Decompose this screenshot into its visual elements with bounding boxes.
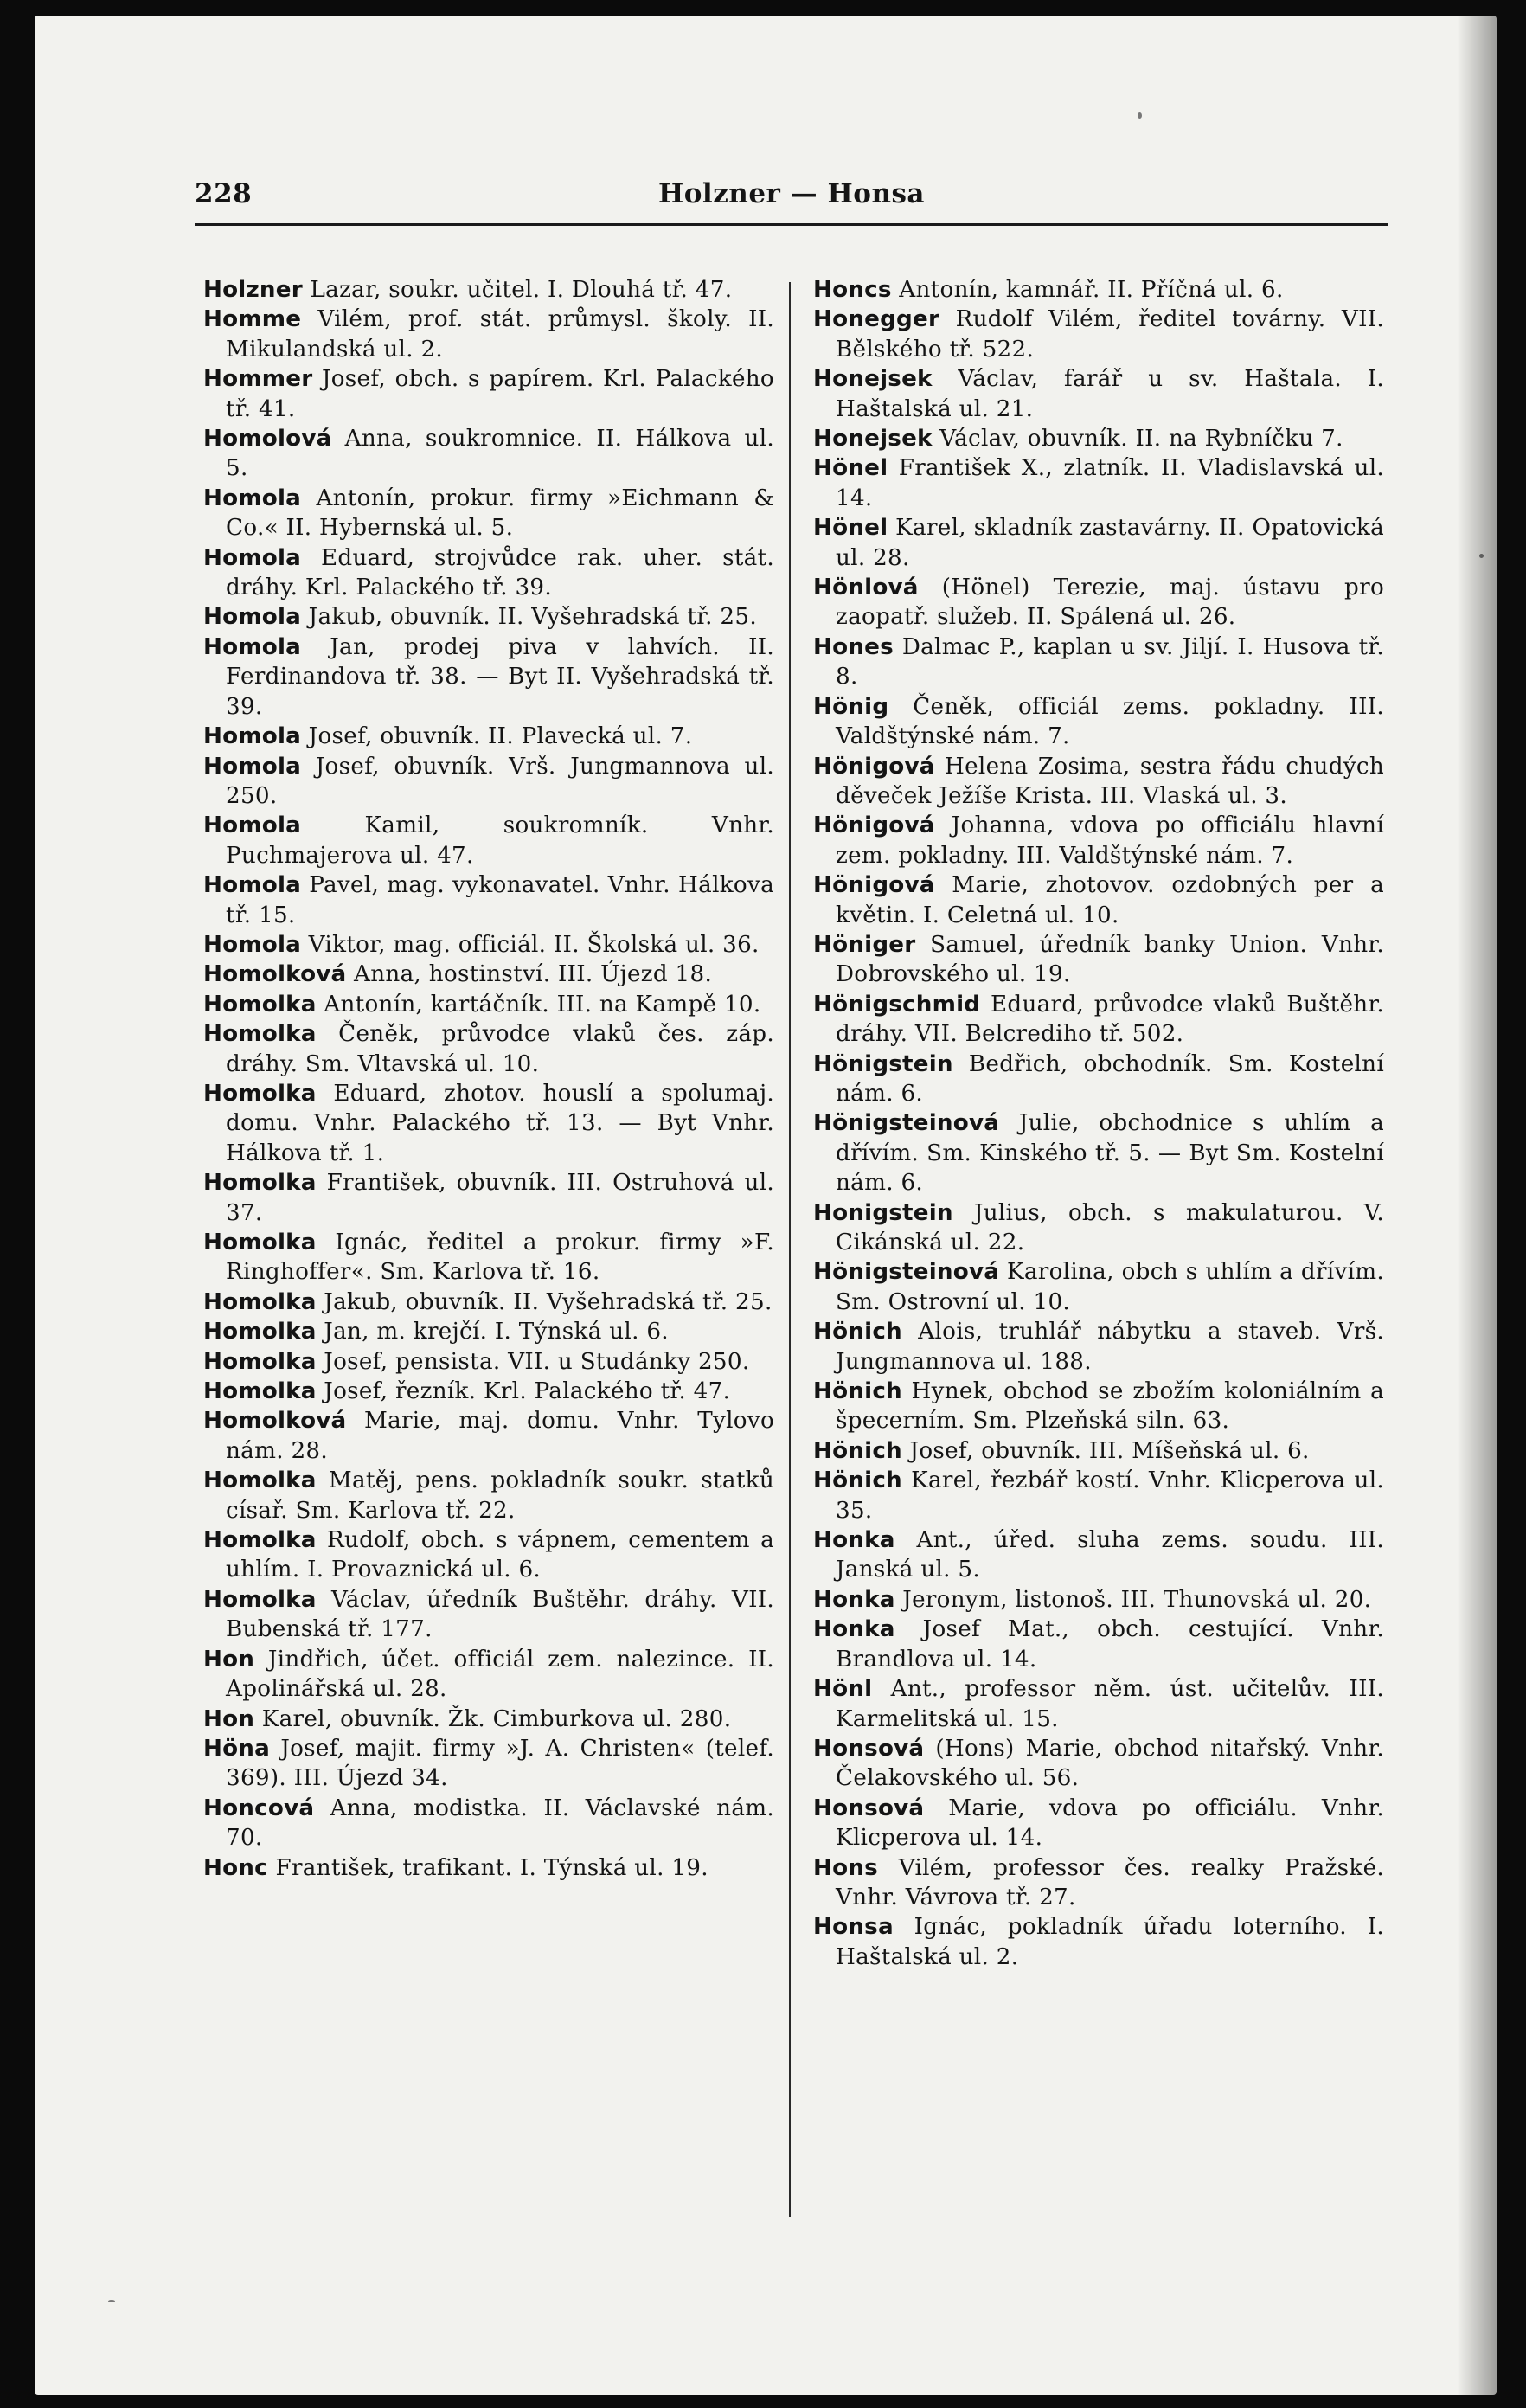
directory-entry [813, 1050, 1384, 1109]
scan-speck [1138, 112, 1142, 119]
directory-entry [813, 990, 1384, 1050]
entry-details: Rudolf Vilém, ředitel továrny. VII. Bělského tř. 522. [836, 306, 1385, 363]
entry-surname: Homolka [203, 1586, 317, 1613]
entry-surname: Hönl [813, 1676, 873, 1703]
entry-surname: Honigstein [813, 1199, 953, 1226]
right-column [813, 275, 1384, 1972]
entry-details: Jan, prodej piva v lahvích. II. Ferdinandova tř. 38. — Byt II. Vyšehradská tř. 39. [226, 633, 774, 720]
entry-surname: Homola [203, 931, 302, 958]
entry-details: Helena Zosima, sestra řádu chudých děveček Ježíše Krista. III. Vlaská ul. 3. [836, 753, 1384, 809]
entry-surname: Homolková [203, 961, 347, 988]
entry-surname: Hönich [813, 1319, 902, 1345]
entry-surname: Honka [813, 1616, 895, 1643]
directory-entry [203, 1317, 774, 1346]
directory-entry [813, 1853, 1384, 1913]
directory-entry [813, 1674, 1384, 1734]
directory-entry [203, 305, 774, 364]
entry-details: Václav, obuvník. II. na Rybníčku 7. [939, 426, 1343, 453]
entry-details: Karel, řezbář kostí. Vnhr. Klicperova ul. 35. [836, 1467, 1384, 1524]
entry-surname: Hönich [813, 1467, 902, 1494]
entry-details: Antonín, kamnář. II. Příčná ul. 6. [899, 277, 1284, 303]
entry-surname: Homolka [203, 1348, 317, 1375]
entry-details: Čeněk, průvodce vlaků čes. záp. dráhy. Sm. Vltavská ul. 10. [226, 1021, 774, 1077]
entry-details: Marie, maj. domu. Vnhr. Tylovo nám. 28. [226, 1408, 775, 1464]
entry-surname: Honejsek [813, 366, 933, 393]
directory-entry [813, 1317, 1384, 1377]
directory-entry [203, 1347, 774, 1377]
directory-entry [203, 1228, 774, 1287]
entry-details: Josef, řezník. Krl. Palackého tř. 47. [324, 1378, 731, 1405]
entry-surname: Hönel [813, 515, 888, 542]
entry-details: Viktor, mag. officiál. II. Školská ul. 36. [308, 931, 760, 958]
directory-entry [203, 543, 774, 603]
directory-entry [813, 453, 1384, 513]
entry-details: (Hons) Marie, obchod nitařský. Vnhr. Čelakovského ul. 56. [836, 1735, 1385, 1792]
scan-speck [1479, 554, 1484, 558]
entry-surname: Honsa [813, 1914, 894, 1941]
entry-surname: Hönigstein [813, 1050, 953, 1077]
directory-entry [203, 424, 774, 484]
directory-entry [813, 633, 1384, 692]
entry-surname: Honcs [813, 277, 892, 303]
entry-details: Samuel, úředník banky Union. Vnhr. Dobrovského ul. 19. [836, 931, 1384, 988]
entry-details: Karel, skladník zastavárny. II. Opatovická ul. 28. [836, 515, 1384, 571]
entry-details: Marie, vdova po officiálu. Vnhr. Klicperova ul. 14. [836, 1795, 1385, 1852]
directory-entry [203, 1794, 774, 1853]
directory-entry [813, 305, 1384, 364]
entry-surname: Honegger [813, 306, 940, 333]
entry-details: Vilém, professor čes. realky Pražské. Vnhr. Vávrova tř. 27. [836, 1854, 1385, 1910]
entry-surname: Homolka [203, 1288, 317, 1315]
entry-details: František, obuvník. III. Ostruhová ul. 37. [226, 1170, 775, 1226]
directory-entry [813, 1615, 1384, 1674]
directory-entry [813, 275, 1384, 305]
directory-entry [203, 275, 774, 305]
entry-surname: Homola [203, 485, 302, 511]
entry-details: Jeronym, listonoš. III. Thunovská ul. 20. [902, 1586, 1372, 1613]
directory-entry [203, 722, 774, 751]
directory-entry [813, 513, 1384, 573]
entry-surname: Hönigsteinová [813, 1110, 1000, 1137]
entry-surname: Höniger [813, 931, 916, 958]
entry-details: Hynek, obchod se zbožím koloniálním a špecerním. Sm. Plzeňská siln. 63. [836, 1378, 1384, 1435]
entry-surname: Honsová [813, 1795, 925, 1821]
directory-entry [203, 602, 774, 632]
directory-entry [203, 1585, 774, 1645]
entry-details: František, trafikant. I. Týnská ul. 19. [275, 1854, 708, 1881]
entry-surname: Homola [203, 723, 302, 750]
entry-details: Josef Mat., obch. cestující. Vnhr. Brandlova ul. 14. [836, 1616, 1385, 1673]
entry-details: Anna, hostinství. III. Újezd 18. [354, 961, 713, 988]
entry-surname: Homola [203, 753, 302, 780]
entry-surname: Homolka [203, 1378, 317, 1405]
entry-details: Jakub, obuvník. II. Vyšehradská tř. 25. [308, 604, 757, 631]
directory-entry [813, 1436, 1384, 1466]
entry-surname: Homolka [203, 1467, 317, 1494]
entry-details: Ignác, ředitel a prokur. firmy »F. Ringhoffer«. Sm. Karlova tř. 16. [226, 1230, 774, 1286]
entry-details: Marie, zhotovov. ozdobných per a květin. I. Celetná ul. 10. [836, 872, 1384, 928]
entry-surname: Homola [203, 633, 302, 660]
directory-entry [813, 1734, 1384, 1794]
entry-details: Ant., professor něm. úst. učitelův. III. Karmelitská ul. 15. [836, 1676, 1385, 1732]
directory-entry [813, 1377, 1384, 1436]
entry-details: Eduard, průvodce vlaků Buštěhr. dráhy. VII. Belcrediho tř. 502. [836, 991, 1385, 1048]
directory-entry [813, 1108, 1384, 1198]
entry-surname: Honsová [813, 1735, 925, 1762]
entry-surname: Hönlová [813, 575, 919, 601]
entry-details: Josef, obch. s papírem. Krl. Palackého tř. 41. [226, 366, 774, 422]
entry-details: Václav, úředník Buštěhr. dráhy. VII. Bubenská tř. 177. [226, 1586, 774, 1643]
entry-surname: Honc [203, 1854, 268, 1881]
entry-surname: Hönigschmid [813, 991, 981, 1018]
entry-surname: Homolka [203, 1170, 317, 1197]
entry-surname: Homolková [203, 1408, 347, 1435]
entry-details: Alois, truhlář nábytku a staveb. Vrš. Jungmannova ul. 188. [836, 1319, 1384, 1375]
entry-details: Kamil, soukromník. Vnhr. Puchmajerova ul. 47. [226, 812, 774, 869]
running-title: Holzner — Honsa [657, 178, 926, 209]
entry-surname: Homolka [203, 1319, 317, 1345]
entry-details: Dalmac P., kaplan u sv. Jiljí. I. Husova tř. 8. [836, 633, 1384, 690]
directory-entry [813, 364, 1384, 424]
directory-entry [813, 424, 1384, 453]
entry-surname: Hönig [813, 693, 889, 720]
entry-surname: Homolová [203, 426, 332, 453]
entry-details: Rudolf, obch. s vápnem, cementem a uhlím. I. Provaznická ul. 6. [226, 1527, 775, 1583]
entry-details: Pavel, mag. vykonavatel. Vnhr. Hálkova tř. 15. [226, 872, 774, 928]
scanned-page [35, 16, 1497, 2395]
header-rule [195, 223, 1388, 226]
entry-surname: Hönigsteinová [813, 1259, 1000, 1286]
entry-surname: Homolka [203, 991, 317, 1018]
entry-surname: Honka [813, 1527, 895, 1554]
left-column [203, 275, 774, 1883]
entry-details: (Hönel) Terezie, maj. ústavu pro zaopatř. služeb. II. Spálená ul. 26. [836, 575, 1385, 631]
entry-details: Ignác, pokladník úřadu loterního. I. Haštalská ul. 2. [836, 1914, 1384, 1970]
directory-entry [203, 870, 774, 930]
entry-details: Karolina, obch s uhlím a dřívím. Sm. Ostrovní ul. 10. [836, 1259, 1385, 1315]
directory-entry [813, 1198, 1384, 1258]
entry-details: Antonín, prokur. firmy »Eichmann & Co.« II. Hybernská ul. 5. [226, 485, 774, 542]
entry-surname: Hönigová [813, 872, 935, 899]
entry-details: Josef, obuvník. Vrš. Jungmannova ul. 250. [226, 753, 775, 809]
entry-surname: Homola [203, 544, 302, 571]
directory-entry [203, 633, 774, 722]
directory-entry [203, 930, 774, 960]
entry-surname: Homolka [203, 1021, 317, 1048]
entry-details: Eduard, strojvůdce rak. uher. stát. dráhy. Krl. Palackého tř. 39. [226, 544, 774, 601]
entry-details: Julie, obchodnice s uhlím a dřívím. Sm. Kinského tř. 5. — Byt Sm. Kostelní nám. 6. [836, 1110, 1385, 1197]
directory-entry [813, 870, 1384, 930]
entry-surname: Hönich [813, 1378, 902, 1405]
entry-details: Jan, m. krejčí. I. Týnská ul. 6. [324, 1319, 669, 1345]
entry-details: Karel, obuvník. Žk. Cimburkova ul. 280. [261, 1705, 732, 1732]
directory-entry [203, 1734, 774, 1794]
entry-surname: Hones [813, 633, 894, 660]
entry-details: Lazar, soukr. učitel. I. Dlouhá tř. 47. [310, 277, 733, 303]
entry-surname: Homola [203, 604, 302, 631]
directory-entry [203, 364, 774, 424]
directory-entry [203, 811, 774, 870]
directory-entry [203, 1079, 774, 1168]
page-number: 228 [195, 178, 253, 209]
entry-surname: Honka [813, 1586, 895, 1613]
entry-details: Josef, obuvník. III. Míšeňská ul. 6. [909, 1437, 1310, 1464]
entry-details: Vilém, prof. stát. průmysl. školy. II. Mikulandská ul. 2. [226, 306, 774, 363]
entry-surname: Honcová [203, 1795, 315, 1821]
entry-surname: Homme [203, 306, 302, 333]
column-divider [789, 282, 791, 2217]
directory-entry [813, 1585, 1384, 1615]
entry-details: Matěj, pens. pokladník soukr. statků císař. Sm. Karlova tř. 22. [226, 1467, 774, 1524]
directory-entry [203, 1287, 774, 1317]
directory-entry [813, 1794, 1384, 1853]
entry-details: Johanna, vdova po officiálu hlavní zem. pokladny. III. Valdštýnské nám. 7. [836, 812, 1385, 869]
entry-surname: Hönigová [813, 753, 935, 780]
entry-details: Václav, farář u sv. Haštala. I. Haštalská ul. 21. [836, 366, 1384, 422]
directory-entry [203, 752, 774, 812]
entry-details: František X., zlatník. II. Vladislavská ul. 14. [836, 455, 1385, 511]
directory-entry [813, 692, 1384, 752]
entry-details: Josef, majit. firmy »J. A. Christen« (telef. 369). III. Újezd 34. [226, 1735, 774, 1792]
directory-entry [813, 1466, 1384, 1525]
entry-surname: Hon [203, 1646, 255, 1673]
directory-entry [813, 1257, 1384, 1317]
directory-entry [203, 484, 774, 543]
scan-speck [108, 2300, 115, 2302]
entry-details: Čeněk, officiál zems. pokladny. III. Valdštýnské nám. 7. [836, 693, 1385, 750]
entry-details: Jakub, obuvník. II. Vyšehradská tř. 25. [324, 1288, 773, 1315]
entry-details: Eduard, zhotov. houslí a spolumaj. domu. Vnhr. Palackého tř. 13. — Byt Vnhr. Hálkova tř. 1. [226, 1080, 775, 1166]
entry-surname: Höna [203, 1735, 271, 1762]
entry-details: Jindřich, účet. officiál zem. nalezince. II. Apolinářská ul. 28. [226, 1646, 774, 1703]
directory-entry [203, 1525, 774, 1585]
entry-surname: Homolka [203, 1230, 317, 1255]
directory-entry [203, 1466, 774, 1525]
directory-entry [203, 1406, 774, 1466]
directory-entry [203, 1019, 774, 1079]
entry-surname: Hönich [813, 1437, 902, 1464]
directory-entry [813, 930, 1384, 990]
entry-surname: Homola [203, 872, 302, 899]
entry-details: Anna, modistka. II. Václavské nám. 70. [226, 1795, 775, 1852]
directory-entry [203, 1645, 774, 1705]
directory-entry [203, 960, 774, 989]
directory-entry [203, 990, 774, 1019]
directory-entry [813, 1525, 1384, 1585]
page-header [195, 178, 1388, 216]
entry-details: Josef, obuvník. II. Plavecká ul. 7. [308, 723, 693, 750]
directory-entry [813, 752, 1384, 812]
entry-details: Antonín, kartáčník. III. na Kampě 10. [324, 991, 761, 1018]
entry-details: Anna, soukromnice. II. Hálkova ul. 5. [226, 426, 774, 482]
entry-surname: Homolka [203, 1527, 317, 1554]
entry-details: Bedřich, obchodník. Sm. Kostelní nám. 6. [836, 1050, 1385, 1107]
directory-entry [813, 1912, 1384, 1972]
directory-entry [203, 1168, 774, 1228]
directory-entry [203, 1705, 774, 1734]
directory-entry [813, 573, 1384, 633]
directory-entry [203, 1377, 774, 1406]
entry-details: Ant., úřed. sluha zems. soudu. III. Janská ul. 5. [836, 1527, 1384, 1583]
entry-details: Julius, obch. s makulaturou. V. Cikánská ul. 22. [836, 1199, 1385, 1255]
entry-surname: Hons [813, 1854, 878, 1881]
entry-surname: Hönel [813, 455, 888, 482]
entry-surname: Holzner [203, 277, 303, 303]
directory-entry [813, 811, 1384, 870]
entry-surname: Homolka [203, 1080, 317, 1107]
entry-surname: Honejsek [813, 426, 933, 453]
entry-surname: Hönigová [813, 812, 935, 839]
entry-surname: Hommer [203, 366, 313, 393]
entry-surname: Hon [203, 1705, 255, 1732]
entry-details: Josef, pensista. VII. u Studánky 250. [324, 1348, 750, 1375]
entry-surname: Homola [203, 812, 302, 839]
directory-entry [203, 1853, 774, 1883]
